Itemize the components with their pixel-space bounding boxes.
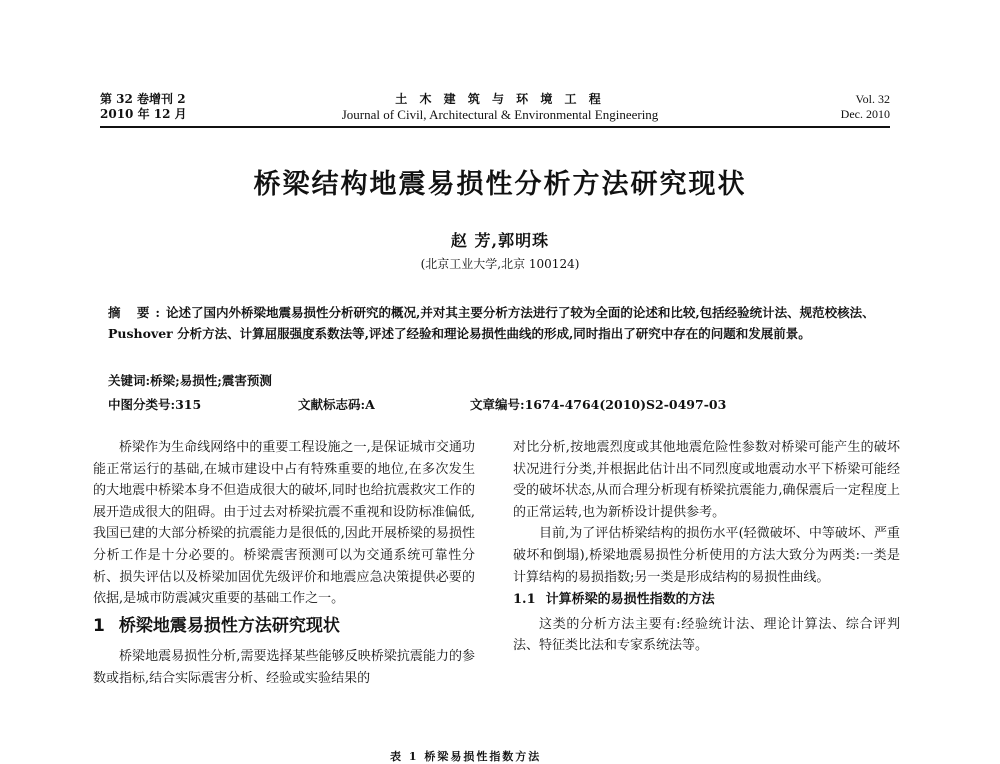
document-code: 文献标志码:A [298,397,375,412]
section-1-heading [93,616,475,638]
methods-overview-paragraph: 目前,为了评估桥梁结构的损伤水平(轻微破坏、中等破坏、严重破坏和倒塌),桥梁地震易损性分析使用的方法大致分为两类:一类是计算结构的易损指数;另一类是形成结构的易损性曲线。 [513,526,900,585]
section-1-title: 桥梁地震易损性方法研究现状 [118,615,340,636]
journal-volume-info [100,92,187,122]
table-1-caption: 表 1 桥梁易损性指数方法 [390,750,542,763]
journal-name-cn: 土 木 建 筑 与 环 境 工 程 [395,92,605,106]
keywords: 关键词:桥梁;易损性;震害预测 [108,373,272,388]
section-1-number: 1 [93,615,105,636]
section-1-1-title: 计算桥梁的易损性指数的方法 [545,592,715,608]
volume-en: Vol. 32 [855,92,890,106]
section-1-paragraph: 桥梁地震易损性分析,需要选择某些能够反映桥梁抗震能力的参数或指标,结合实际震害分析、经验或实验结果的 [93,649,475,686]
date-en: Dec. 2010 [840,107,890,121]
section-1-1-heading [513,589,900,611]
section-1-1-paragraph: 这类的分析方法主要有:经验统计法、理论计算法、综合评判法、特征类比法和专家系统法等。 [513,616,900,654]
paper-authors: 赵 芳,郭明珠 [450,231,550,250]
abstract-label: 摘 要: [108,305,166,320]
article-number: 文章编号:1674-4764(2010)S2-0497-03 [470,397,727,412]
author-affiliation: (北京工业大学,北京 100124) [420,257,580,271]
journal-name-en: Journal of Civil, Architectural & Environmental Engineering [341,107,659,122]
clc-number: 中图分类号:315 [108,397,202,412]
header-rule [100,126,890,128]
journal-name [250,92,750,122]
abstract [108,302,894,344]
intro-paragraph: 桥梁作为生命线网络中的重要工程设施之一,是保证城市交通功能正常运行的基础,在城市建设中占有特殊重要的地位,在多次发生的大地震中桥梁本身不但造成很大的破坏,同时也给抗震救灾工作的展开造成很大的阻碍。由于过去对桥梁抗震不重视和设防标准偏低,我国已建的大部分桥梁的抗震能力是很低的,因此开展桥梁的易损性分析工作是十分必要的。桥梁震害预测可以为交通系统可靠性分析、损失评估以及桥梁加固优先级评价和地震应急决策提供必要的依据,是城市防震减灾重要的基础工作之一。 [93,440,475,607]
body-right-column [513,437,900,657]
journal-volume-en [841,92,890,122]
body-left-column [93,437,475,690]
issue-date: 2010 年 12 月 [100,107,187,121]
paper-title: 桥梁结构地震易损性分析方法研究现状 [253,169,747,200]
volume-issue: 第 32 卷增刊 2 [100,92,186,106]
continued-paragraph: 对比分析,按地震烈度或其他地震危险性参数对桥梁可能产生的破坏状况进行分类,并根据此估计出不同烈度或地震动水平下桥梁可能经受的破坏状态,从而合理分析现有桥梁抗震能力,确保震后一定程度上的正常运转,也为新桥设计提供参考。 [513,440,900,520]
abstract-text: 论述了国内外桥梁地震易损性分析研究的概况,并对其主要分析方法进行了较为全面的论述和比较,包括经验统计法、规范校核法、Pushover 分析方法、计算屈服强度系数法等,评述了经验和理论易损性曲线的形成,同时指出了研究中存在的问题和发展前景。 [108,305,875,341]
section-1-1-number: 1.1 [513,592,536,608]
